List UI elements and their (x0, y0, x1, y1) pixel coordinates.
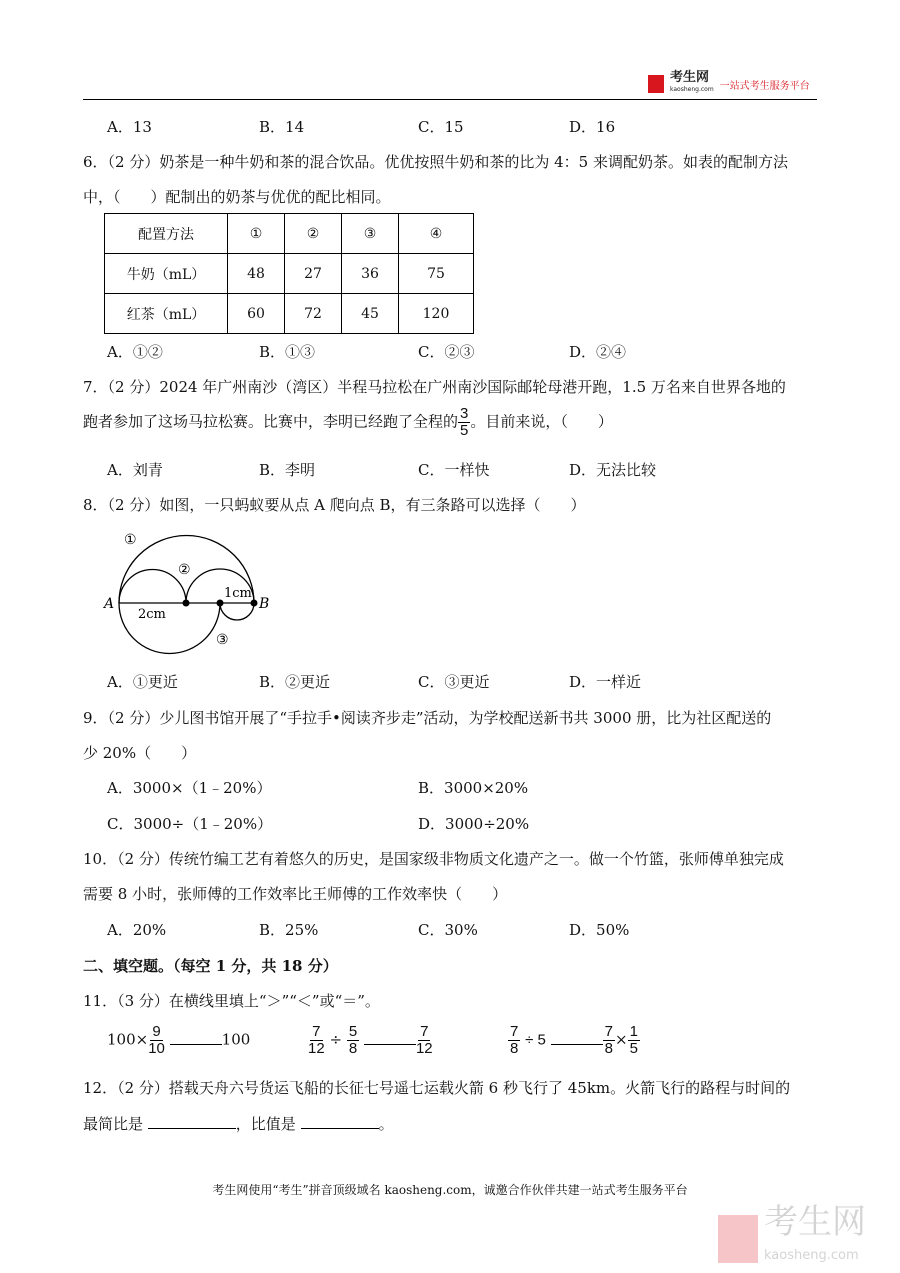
option: D．3000÷20% (418, 815, 530, 833)
site-logo[interactable] (648, 72, 810, 96)
option: D．一样近 (569, 673, 642, 691)
table-cell: 36 (342, 254, 399, 294)
table-cell: 牛奶（mL） (105, 254, 228, 294)
label-2cm: 2cm (138, 607, 166, 622)
option: A．刘青 (107, 461, 163, 479)
table-header: ② (285, 214, 342, 254)
option: D．16 (569, 118, 616, 136)
comparison-1: 100× $\frac{9}{10}$ 100 (107, 1023, 251, 1057)
option: B．3000×20% (418, 779, 529, 797)
point (183, 600, 190, 607)
question-text: 跑者参加了这场马拉松赛。比赛中，李明已经跑了全程的 (83, 412, 459, 431)
table-cell: 72 (285, 294, 342, 334)
question-text: 少 20%（ ） (83, 744, 197, 762)
option: B．①③ (259, 343, 316, 361)
section-heading: 二、填空题。（每空 1 分，共 18 分） (83, 957, 338, 975)
question-text: 8．（2 分）如图，一只蚂蚁要从点 A 爬向点 B，有三条路可以选择（ ） (83, 496, 586, 514)
label-route-3: ③ (216, 632, 229, 648)
table-cell: 48 (228, 254, 285, 294)
table-header: 配置方法 (105, 214, 228, 254)
option: C．一样快 (418, 461, 490, 479)
answer-blank[interactable] (364, 1044, 416, 1045)
question-text: 11．（3 分）在横线里填上“＞”“＜”或“＝”。 (83, 992, 380, 1010)
label-a: A (104, 596, 115, 612)
watermark-logo-icon (718, 1215, 758, 1263)
footer-text: 考生网使用“考生”拼音顶级域名 kaosheng.com，诚邀合作伙伴共建一站式考生服务平台 (212, 1183, 688, 1197)
answer-blank[interactable] (301, 1128, 379, 1129)
option: C．③更近 (418, 673, 490, 691)
header-divider (83, 99, 817, 100)
option: D．50% (569, 921, 630, 939)
option: D．无法比较 (569, 461, 657, 479)
question-text: 。目前来说，（ ） (470, 412, 613, 431)
option: C．30% (418, 921, 478, 939)
option: B．14 (259, 118, 305, 136)
ratio-table (104, 213, 474, 334)
option: B．李明 (259, 461, 316, 479)
table-cell: 45 (342, 294, 399, 334)
label-route-1: ① (124, 532, 137, 548)
option: A．①更近 (107, 673, 178, 691)
slogan: 一站式考生服务平台 (719, 80, 810, 92)
answer-blank[interactable] (148, 1128, 236, 1129)
question-text: 中，（ ）配制出的奶茶与优优的配比相同。 (83, 188, 391, 206)
table-header: ① (228, 214, 285, 254)
logo-domain: kaosheng.com (670, 86, 714, 93)
table-cell: 75 (399, 254, 474, 294)
logo-name: 考生网 (670, 70, 710, 85)
question-text: 12．（2 分）搭载天舟六号货运飞船的长征七号遥七运载火箭 6 秒飞行了 45km。火箭飞行的路程与时间的 (83, 1079, 791, 1097)
option: A．3000×（1﹣20%） (107, 779, 272, 797)
option: C．15 (418, 118, 464, 136)
option: B．②更近 (259, 673, 331, 691)
label-1cm: 1cm (224, 586, 252, 601)
table-header: ④ (399, 214, 474, 254)
logo-icon (648, 75, 664, 93)
comparison-2: $\frac{7}{12}$ ÷ $\frac{5}{8}$ $\frac{7}{12}$ (308, 1023, 433, 1057)
option: A．13 (107, 118, 152, 136)
watermark: 考生网 kaosheng.com (718, 1205, 866, 1273)
table-cell: 红茶（mL） (105, 294, 228, 334)
option: A．①② (107, 343, 163, 361)
table-cell: 120 (399, 294, 474, 334)
table-cell: 60 (228, 294, 285, 334)
table-cell: 27 (285, 254, 342, 294)
label-b: B (259, 596, 270, 612)
point (217, 600, 224, 607)
option: C．②③ (418, 343, 475, 361)
option: A．20% (107, 921, 167, 939)
option: B．25% (259, 921, 319, 939)
table-header: ③ (342, 214, 399, 254)
comparison-3: $\frac{7}{8}$ ÷ 5 $\frac{7}{8}$ × $\frac{1}{5}$ (510, 1023, 638, 1057)
question-text: 9．（2 分）少儿图书馆开展了“手拉手•阅读齐步走”活动，为学校配送新书共 3000 册，比为社区配送的 (83, 709, 772, 727)
question-text: 需要 8 小时，张师傅的工作效率比王师傅的工作效率快（ ） (83, 885, 508, 903)
question-text: 6．（2 分）奶茶是一种牛奶和茶的混合饮品。优优按照牛奶和茶的比为 4：5 来调配奶茶。如表的配制方法 (83, 153, 788, 171)
answer-blank[interactable] (170, 1044, 222, 1045)
option: D．②④ (569, 343, 627, 361)
question-text: 10．（2 分）传统竹编工艺有着悠久的历史，是国家级非物质文化遗产之一。做一个竹篮，张师傅单独完成 (83, 850, 784, 868)
answer-blank[interactable] (551, 1044, 603, 1045)
fraction: $\frac{3}{5}$ (460, 405, 469, 439)
path-diagram (100, 520, 280, 660)
label-route-2: ② (178, 562, 191, 578)
option: C．3000÷（1﹣20%） (107, 815, 273, 833)
question-text: 7．（2 分）2024 年广州南沙（湾区）半程马拉松在广州南沙国际邮轮母港开跑，1.5 万名来自世界各地的 (83, 378, 786, 396)
document-page: 考生网 kaosheng.com 一站式考生服务平台 A．13 B．14 C．15 D．16 6．（2 分）奶茶是一种牛奶和茶的混合饮品。优优按照牛奶和茶的比为 4：5 来调配奶茶。如表的配制方法 中，（ ）配制出的奶茶与优优的配比相同。 配置方法 ① ② ③ ④ 牛奶（mL） 48 27 36 75 红茶（mL） 60 72 45 120 A．①② B．①③ C．②③ D．②④ 7．（2 分）2024 年广州南沙（湾区）半程马拉松在广州南沙国际邮轮母港开跑，1.5 万名来自世界各地的 跑者参加了这场马拉松赛。比赛中，李明已经跑了全程的 $\frac{3}{5}$ 。目前来说，（ ） A．刘青 B．李明 C．一样快 D．无法比较 8．（2 分）如图，一只蚂蚁要从点 A 爬向点 B，有三条路可以选择（ ） A B ① ② ③ 2cm 1cm A．①更近 B．②更近 C．③更近 D．一样近 9．（2 分）少儿图书馆开展了“手拉手•阅读齐步走”活动，为学校配送新书共 3000 册，比为社区配送的 少 20%（ ） A．3000×（1﹣20%） B．3000×20% C．3000÷（1﹣20%） D．3000÷20% 10．（2 分）传统竹编工艺有着悠久的历史，是国家级非物质文化遗产之一。做一个竹篮，张师傅单独完成 需要 8 小时，张师傅的工作效率比王师傅的工作效率快（ ） A．20% B．25% C．30% D．50% 二、填空题。（每空 1 分，共 18 分） 11．（3 分）在横线里填上“＞”“＜”或“＝”。 100× $\frac{9}{10}$ 100 $\frac{7}{12}$ ÷ $\frac{5}{8}$ $\frac{7}{12}$ $\frac{7}{8}$ ÷ 5 $\frac{7}{8}$ × $\frac{1}{5}$ 12．（2 分）搭载天舟六号货运飞船的长征七号遥七运载火箭 6 秒飞行了 45km。火箭飞行的路程与时间的 最简比是 ，比值是 。 考生网使用“考生”拼音顶级域名 kaosheng.com，诚邀合作伙伴共建一站式考生服务平台 考生网 kaosheng.com (0, 0, 900, 1273)
